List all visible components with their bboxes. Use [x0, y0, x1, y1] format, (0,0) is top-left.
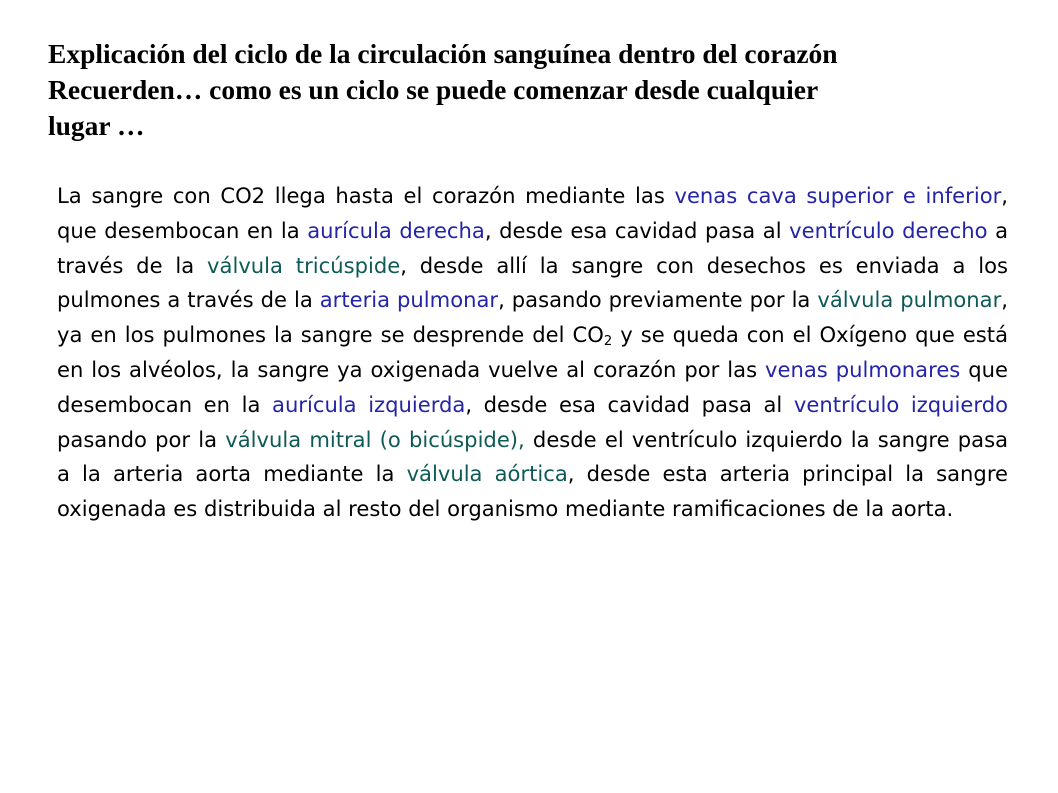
text-segment: , que desembocan en la — [57, 183, 1008, 243]
slide-title — [48, 36, 1008, 144]
text-segment: , ya en los pulmones la sangre se desprende del CO — [57, 287, 1008, 348]
text-segment: , desde esta arteria principal la sangre oxigenada es distribuida al resto del organismo mediante ramificaciones de la aorta. — [57, 461, 1009, 522]
title-line-2: Recuerden… como es un ciclo se puede comenzar desde cualquier — [48, 74, 819, 105]
text-segment: y se queda con el Oxígeno que está en los alvéolos, la sangre ya oxigenada vuelve al corazón por las — [57, 322, 1008, 382]
text-segment: que desembocan en la — [57, 356, 1008, 417]
co2-subscript: 2 — [603, 334, 613, 350]
term-arteria-pulmonar: arteria pulmonar — [319, 287, 499, 313]
text-segment: , desde esa cavidad pasa al — [465, 391, 794, 417]
term-valvula-aortica: válvula aórtica — [406, 461, 568, 487]
text-segment: , desde allí la sangre con desechos es enviada a los pulmones a través de la — [57, 252, 1008, 313]
title-line-3: lugar … — [48, 110, 145, 141]
term-valvula-mitral: válvula mitral (o bicúspide), — [225, 426, 525, 452]
text-segment: desde el ventrículo izquierdo la sangre pasa a la arteria aorta mediante la — [57, 426, 1008, 487]
term-ventriculo-izquierdo: ventrículo izquierdo — [793, 391, 1008, 417]
term-venas-cava: venas cava superior e inferior — [674, 183, 1002, 208]
text-segment: pasando por la — [57, 426, 226, 452]
text-segment: La sangre con CO2 llega hasta el corazón mediante las — [57, 183, 675, 208]
text-segment: , pasando previamente por la — [498, 287, 818, 313]
text-segment: , desde esa cavidad pasa al — [484, 217, 790, 243]
circulation-paragraph — [57, 179, 1008, 527]
text-segment: a través de la — [57, 217, 1009, 278]
term-valvula-pulmonar: válvula pulmonar — [817, 287, 1002, 313]
term-venas-pulmonares: venas pulmonares — [765, 356, 961, 382]
term-auricula-derecha: aurícula derecha — [307, 217, 485, 243]
term-valvula-tricuspide: válvula tricúspide — [207, 252, 401, 278]
term-auricula-izquierda: aurícula izquierda — [272, 391, 466, 417]
term-ventriculo-derecho: ventrículo derecho — [789, 217, 988, 243]
title-line-1: Explicación del ciclo de la circulación sanguínea dentro del corazón — [48, 38, 838, 69]
